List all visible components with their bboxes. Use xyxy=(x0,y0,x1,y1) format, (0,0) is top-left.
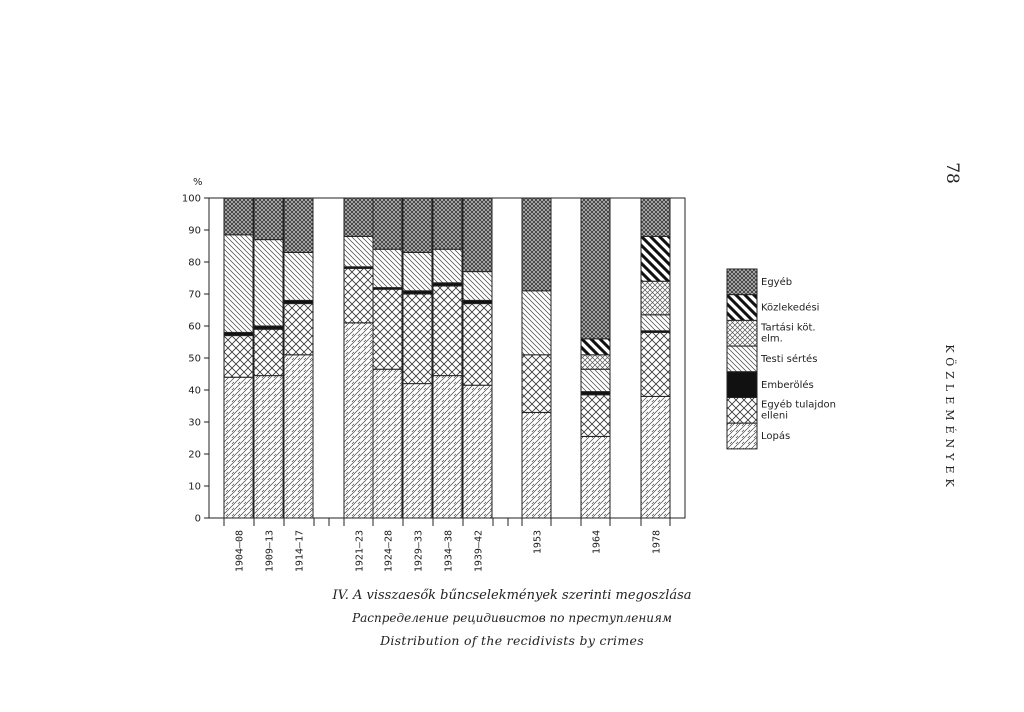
bar-segment-egyeb xyxy=(581,198,610,339)
x-tick-label: 1904–08 xyxy=(234,530,246,573)
y-tick-label: 70 xyxy=(188,289,201,301)
bar-segment-egyeb xyxy=(463,198,492,272)
bar-segment-testi xyxy=(463,272,492,301)
legend-swatch-egyeb_tulajdon xyxy=(727,398,757,424)
legend-label: Egyéb xyxy=(761,277,793,288)
bar-segment-lopas xyxy=(463,385,492,518)
bar-segment-testi xyxy=(224,235,253,333)
x-tick-label: 1921–23 xyxy=(354,530,366,573)
y-axis-label: % xyxy=(193,177,203,188)
bar-segment-testi xyxy=(641,315,670,331)
bar-segment-kozlekedesi xyxy=(641,236,670,281)
bar-segment-egyeb_tulajdon xyxy=(224,336,253,378)
x-tick-label: 1953 xyxy=(532,530,544,555)
legend-swatch-kozlekedesi xyxy=(727,295,757,321)
running-head: KÖZLEMÉNYEK xyxy=(943,344,956,492)
bar-segment-egyeb xyxy=(522,198,551,291)
bar-segment-lopas xyxy=(344,323,373,518)
bar-segment-testi xyxy=(403,252,432,290)
x-tick-label: 1964 xyxy=(591,530,603,555)
x-tick-label: 1914–17 xyxy=(294,530,306,573)
bar-segment-egyeb_tulajdon xyxy=(433,286,462,376)
bar-segment-lopas xyxy=(522,412,551,518)
bar-segment-egyeb_tulajdon xyxy=(403,294,432,384)
bar-segment-tartasi xyxy=(581,355,610,369)
y-tick-label: 40 xyxy=(188,385,201,397)
y-tick-label: 90 xyxy=(188,225,201,237)
bar-segment-lopas xyxy=(284,355,313,518)
y-tick-label: 0 xyxy=(194,513,201,525)
legend xyxy=(727,269,836,449)
legend-label: Testi sértés xyxy=(761,354,818,366)
bar-segment-tartasi xyxy=(641,281,670,315)
bar-segment-testi xyxy=(581,369,610,391)
legend-label: Tartási köt. elm. xyxy=(761,322,816,345)
legend-swatch-emberoles xyxy=(727,372,757,398)
bar-segment-egyeb xyxy=(284,198,313,252)
bar-segment-egyeb_tulajdon xyxy=(284,304,313,355)
bar-segment-egyeb_tulajdon xyxy=(463,304,492,386)
bar-segment-egyeb_tulajdon xyxy=(344,268,373,322)
bar-segment-egyeb_tulajdon xyxy=(254,329,283,375)
caption-english: Distribution of the recidivists by crimes xyxy=(380,633,644,648)
bar-segment-testi xyxy=(373,249,402,287)
y-tick-label: 100 xyxy=(181,193,201,205)
legend-swatch-testi xyxy=(727,346,757,372)
legend-label: Egyéb tulajdon elleni xyxy=(761,399,837,422)
bar-segment-testi xyxy=(433,249,462,283)
bar-segment-lopas xyxy=(373,369,402,518)
bar-segment-testi xyxy=(254,240,283,326)
bar-segment-egyeb xyxy=(344,198,373,236)
y-tick-label: 60 xyxy=(188,321,201,333)
x-tick-label: 1929–33 xyxy=(413,530,425,573)
page-number: 78 xyxy=(942,162,962,184)
legend-label: Lopás xyxy=(761,431,791,443)
bar-segment-egyeb xyxy=(433,198,462,249)
bar-segment-kozlekedesi xyxy=(581,339,610,355)
bar-segment-testi xyxy=(344,236,373,266)
bar-segment-lopas xyxy=(433,376,462,518)
bar-segment-lopas xyxy=(403,384,432,518)
y-tick-label: 20 xyxy=(188,449,201,461)
x-tick-label: 1939–42 xyxy=(473,530,485,573)
bar-segment-egyeb xyxy=(224,198,253,235)
legend-label: Emberölés xyxy=(761,379,814,391)
x-tick-label: 1978 xyxy=(651,530,663,555)
x-axis-labels xyxy=(224,518,670,572)
bar-segment-egyeb_tulajdon xyxy=(522,355,551,413)
x-tick-label: 1924–28 xyxy=(383,530,395,573)
bar-segment-egyeb xyxy=(254,198,283,240)
bar-segment-lopas xyxy=(581,436,610,518)
caption-hungarian: IV. A visszaesők bűncselekmények szerinti megoszlása xyxy=(332,588,692,603)
bar-segment-egyeb xyxy=(641,198,670,236)
y-tick-label: 50 xyxy=(188,353,201,365)
bars xyxy=(224,198,670,518)
bar-segment-testi xyxy=(522,291,551,355)
y-tick-label: 80 xyxy=(188,257,201,269)
caption-russian: Распределение рецидивистов по преступлениям xyxy=(352,611,672,625)
x-tick-label: 1934–38 xyxy=(443,530,455,573)
bar-segment-egyeb_tulajdon xyxy=(581,395,610,437)
bar-segment-lopas xyxy=(254,376,283,518)
x-tick-label: 1909–13 xyxy=(264,530,276,573)
bar-segment-egyeb_tulajdon xyxy=(641,332,670,396)
legend-swatch-egyeb xyxy=(727,269,757,295)
legend-label: Közlekedési xyxy=(761,302,820,314)
bar-segment-testi xyxy=(284,252,313,300)
y-tick-label: 10 xyxy=(188,481,201,493)
y-tick-label: 30 xyxy=(188,417,201,429)
bar-segment-lopas xyxy=(224,377,253,518)
bar-segment-egyeb xyxy=(373,198,402,249)
legend-swatch-lopas xyxy=(727,423,757,449)
bar-segment-lopas xyxy=(641,396,670,518)
legend-swatch-tartasi xyxy=(727,320,757,346)
bar-segment-egyeb xyxy=(403,198,432,252)
bar-segment-egyeb_tulajdon xyxy=(373,289,402,369)
